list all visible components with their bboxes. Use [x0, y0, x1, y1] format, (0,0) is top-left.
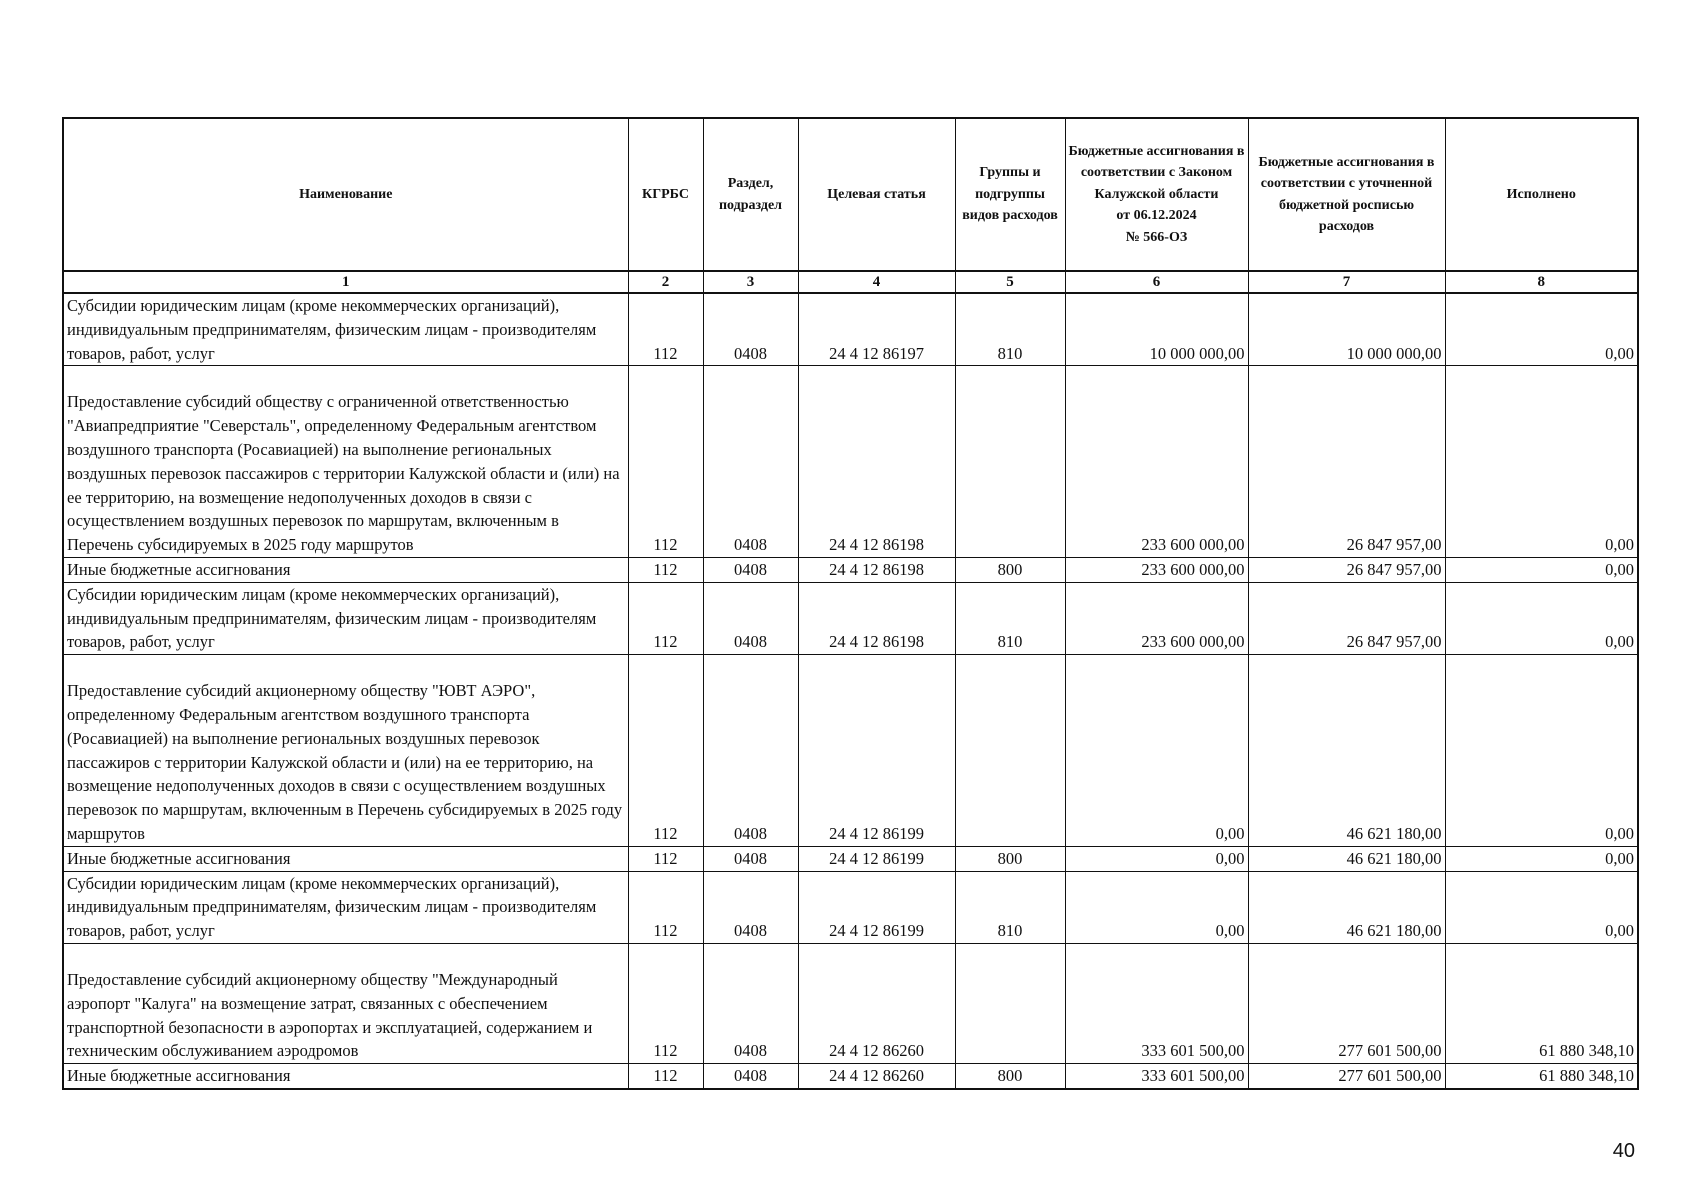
table-cell-vid: 810 [955, 871, 1065, 943]
table-cell-ispolneno: 0,00 [1445, 366, 1638, 558]
table-cell-ispolneno: 0,00 [1445, 582, 1638, 654]
header-zakon-date: от 06.12.2024 [1116, 208, 1197, 224]
table-cell-kgrbs: 112 [628, 582, 703, 654]
budget-table [62, 117, 1639, 1090]
table-cell-celevaya: 24 4 12 86199 [798, 655, 955, 847]
table-cell-razdel: 0408 [703, 293, 798, 366]
table-cell-rospis: 26 847 957,00 [1248, 366, 1445, 558]
table-cell-zakon: 0,00 [1065, 846, 1248, 871]
table-cell-kgrbs: 112 [628, 557, 703, 582]
table-cell-rospis: 26 847 957,00 [1248, 557, 1445, 582]
table-cell-zakon: 333 601 500,00 [1065, 1064, 1248, 1089]
table-cell-celevaya: 24 4 12 86198 [798, 557, 955, 582]
table-cell-razdel: 0408 [703, 943, 798, 1063]
table-cell-name: Субсидии юридическим лицам (кроме некоммерческих организаций), индивидуальным предпринимателям, физическим лицам - производителям товаров, работ, услуг [63, 582, 628, 654]
table-cell-celevaya: 24 4 12 86260 [798, 1064, 955, 1089]
table-cell-razdel: 0408 [703, 582, 798, 654]
column-number-row [63, 271, 1638, 293]
header-kgrbs: КГРБС [628, 118, 703, 271]
table-cell-zakon: 233 600 000,00 [1065, 582, 1248, 654]
table-cell-zakon: 0,00 [1065, 871, 1248, 943]
table-row [63, 846, 1638, 871]
table-cell-vid: 810 [955, 582, 1065, 654]
table-cell-ispolneno: 61 880 348,10 [1445, 943, 1638, 1063]
header-celevaya: Целевая статья [798, 118, 955, 271]
table-cell-rospis: 10 000 000,00 [1248, 293, 1445, 366]
header-razdel: Раздел, подраздел [703, 118, 798, 271]
table-cell-vid: 800 [955, 557, 1065, 582]
column-number: 4 [798, 271, 955, 293]
table-cell-name: Предоставление субсидий обществу с ограниченной ответственностью "Авиапредприятие "Северсталь", определенному Федеральным агентством воздушного транспорта (Росавиацией) на выполнение региональных воздушных перевозок пассажиров с территории Калужской области и (или) на ее территорию, на возмещение недополученных доходов в связи с осуществлением воздушных перевозок по маршрутам, включенным в Перечень субсидируемых в 2025 году маршрутов [63, 366, 628, 558]
header-zakon-text: Бюджетные ассигнования в соответствии с Законом Калужской области [1068, 143, 1245, 202]
table-cell-vid: 800 [955, 1064, 1065, 1089]
column-number: 1 [63, 271, 628, 293]
header-vid: Группы и подгруппы видов расходов [955, 118, 1065, 271]
table-cell-kgrbs: 112 [628, 366, 703, 558]
page-number: 40 [1612, 1140, 1635, 1162]
table-cell-celevaya: 24 4 12 86199 [798, 846, 955, 871]
table-cell-rospis: 277 601 500,00 [1248, 1064, 1445, 1089]
table-row [63, 557, 1638, 582]
table-cell-celevaya: 24 4 12 86260 [798, 943, 955, 1063]
table-cell-kgrbs: 112 [628, 293, 703, 366]
table-cell-ispolneno: 0,00 [1445, 871, 1638, 943]
table-cell-name: Иные бюджетные ассигнования [63, 1064, 628, 1089]
table-cell-celevaya: 24 4 12 86198 [798, 366, 955, 558]
table-cell-vid: 810 [955, 293, 1065, 366]
table-cell-zakon: 333 601 500,00 [1065, 943, 1248, 1063]
table-cell-rospis: 26 847 957,00 [1248, 582, 1445, 654]
table-cell-name: Субсидии юридическим лицам (кроме некоммерческих организаций), индивидуальным предпринимателям, физическим лицам - производителям товаров, работ, услуг [63, 871, 628, 943]
table-cell-rospis: 46 621 180,00 [1248, 655, 1445, 847]
table-row [63, 293, 1638, 366]
table-cell-name: Иные бюджетные ассигнования [63, 557, 628, 582]
header-row [63, 118, 1638, 271]
table-cell-ispolneno: 61 880 348,10 [1445, 1064, 1638, 1089]
column-number: 2 [628, 271, 703, 293]
table-cell-rospis: 46 621 180,00 [1248, 846, 1445, 871]
table-cell-name: Предоставление субсидий акционерному обществу "ЮВТ АЭРО", определенному Федеральным агентством воздушного транспорта (Росавиацией) на выполнение региональных воздушных перевозок пассажиров с территории Калужской области и (или) на ее территорию, на возмещение недополученных доходов в связи с осуществлением воздушных перевозок по маршрутам, включенным в Перечень субсидируемых в 2025 году маршрутов [63, 655, 628, 847]
table-cell-kgrbs: 112 [628, 846, 703, 871]
table-cell-razdel: 0408 [703, 557, 798, 582]
column-number: 5 [955, 271, 1065, 293]
table-cell-kgrbs: 112 [628, 1064, 703, 1089]
header-ispolneno: Исполнено [1445, 118, 1638, 271]
table-cell-zakon: 10 000 000,00 [1065, 293, 1248, 366]
column-number: 8 [1445, 271, 1638, 293]
table-cell-kgrbs: 112 [628, 655, 703, 847]
table-cell-celevaya: 24 4 12 86197 [798, 293, 955, 366]
table-cell-rospis: 277 601 500,00 [1248, 943, 1445, 1063]
table-cell-name: Иные бюджетные ассигнования [63, 846, 628, 871]
table-cell-zakon: 233 600 000,00 [1065, 557, 1248, 582]
table-cell-ispolneno: 0,00 [1445, 846, 1638, 871]
column-number: 7 [1248, 271, 1445, 293]
header-name: Наименование [63, 118, 628, 271]
table-row [63, 1064, 1638, 1089]
table-cell-kgrbs: 112 [628, 943, 703, 1063]
table-cell-razdel: 0408 [703, 1064, 798, 1089]
table-cell-celevaya: 24 4 12 86199 [798, 871, 955, 943]
table-cell-ispolneno: 0,00 [1445, 293, 1638, 366]
column-number: 3 [703, 271, 798, 293]
header-zakon-number: № 566-ОЗ [1125, 229, 1188, 245]
column-number: 6 [1065, 271, 1248, 293]
table-row [63, 366, 1638, 558]
table-cell-razdel: 0408 [703, 655, 798, 847]
table-cell-vid: 800 [955, 846, 1065, 871]
table-cell-celevaya: 24 4 12 86198 [798, 582, 955, 654]
header-rospis: Бюджетные ассигнования в соответствии с уточненной бюджетной росписью расходов [1248, 118, 1445, 271]
table-cell-razdel: 0408 [703, 871, 798, 943]
table-cell-zakon: 0,00 [1065, 655, 1248, 847]
table-cell-vid [955, 943, 1065, 1063]
table-cell-kgrbs: 112 [628, 871, 703, 943]
table-cell-name: Предоставление субсидий акционерному обществу "Международный аэропорт "Калуга" на возмещение затрат, связанных с обеспечением транспортной безопасности в аэропортах и эксплуатацией, содержанием и техническим обслуживанием аэродромов [63, 943, 628, 1063]
table-cell-ispolneno: 0,00 [1445, 557, 1638, 582]
header-zakon [1065, 118, 1248, 271]
table-row [63, 871, 1638, 943]
table-cell-vid [955, 655, 1065, 847]
table-cell-name: Субсидии юридическим лицам (кроме некоммерческих организаций), индивидуальным предпринимателям, физическим лицам - производителям товаров, работ, услуг [63, 293, 628, 366]
table-cell-vid [955, 366, 1065, 558]
table-cell-zakon: 233 600 000,00 [1065, 366, 1248, 558]
table-body [63, 293, 1638, 1089]
table-cell-ispolneno: 0,00 [1445, 655, 1638, 847]
table-row [63, 655, 1638, 847]
table-cell-razdel: 0408 [703, 846, 798, 871]
table-row [63, 582, 1638, 654]
table-cell-rospis: 46 621 180,00 [1248, 871, 1445, 943]
table-cell-razdel: 0408 [703, 366, 798, 558]
table-row [63, 943, 1638, 1063]
